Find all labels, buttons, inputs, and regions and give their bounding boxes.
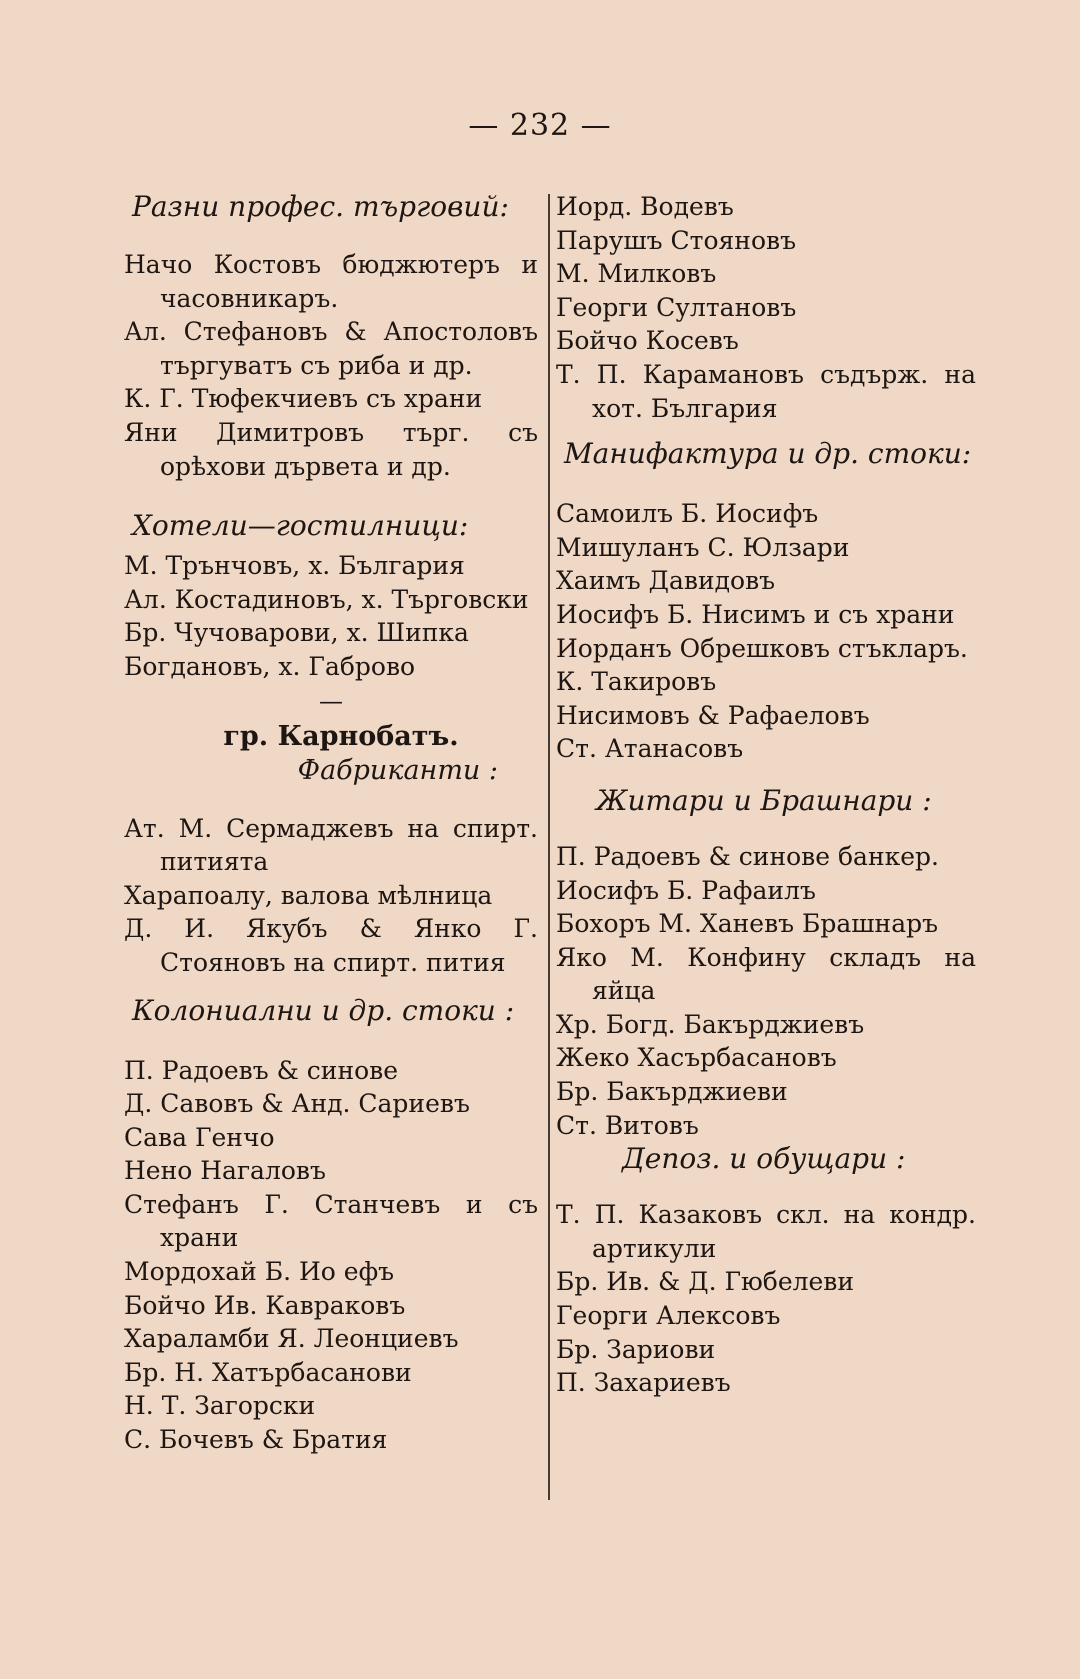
list-entry: Ст. Атанасовъ [556,734,744,764]
list-entry: Н. Т. Загорски [124,1391,316,1421]
list-entry: Бр. Чучоварови, х. Шипка [124,618,469,648]
list-entry: Бохоръ М. Ханевъ Брашнаръ [556,909,939,939]
list-entry: Георги Алексовъ [556,1301,781,1331]
list-entry: Т. П. Карамановъ съдърж. на хот. България [556,359,976,423]
list-entry: Бр. Ив. & Д. Гюбелеви [556,1267,855,1297]
list-entry: К. Г. Тюфекчиевъ съ храни [124,384,483,414]
list-entry: С. Бочевъ & Братия [124,1425,388,1455]
list-entry: Д. И. Якубъ & Янко Г. Стояновъ на спирт. пития [124,914,538,977]
list-entry: Начо Костовъ бюджютеръ и часовникаръ. [124,250,538,313]
section-heading: Разни профес. търговий: [132,190,509,223]
section-heading: Колониални и др. стоки : [132,993,515,1027]
list-entry: Бр. Н. Хатърбасанови [124,1357,412,1387]
list-entry: Яни Димитровъ търг. съ орѣхови дървета и др. [124,417,538,481]
list-entry: Ал. Стефановъ & Апостоловъ търгуватъ съ риба и др. [124,317,538,380]
list-entry: Самоилъ Б. Иосифъ [556,499,819,529]
list-entry: Иорданъ Обрешковъ стъкларъ. [556,633,968,663]
list-entry: Сава Генчо [124,1122,275,1152]
list-entry: К. Такировъ [556,667,717,697]
list-entry: П. Радоевъ & синове банкер. [556,841,939,871]
list-entry: Жеко Хасърбасановъ [556,1043,837,1073]
list-entry: Нисимовъ & Рафаеловъ [556,700,870,730]
list-entry: Д. Савовъ & Анд. Сариевъ [124,1089,470,1119]
list-entry: Ат. М. Сермаджевъ на спирт. питията [124,813,538,877]
list-entry: Бр. Зариови [556,1334,716,1364]
separator-dash: — [319,686,343,715]
town-heading: гр. Карнобатъ. [223,720,459,752]
list-entry: Ал. Костадиновъ, х. Търговски [124,584,529,614]
section-heading: Житари и Брашнари : [596,783,932,817]
list-entry: Стефанъ Г. Станчевъ и съ храни [124,1189,538,1253]
section-heading: Хотели—гостилници: [132,509,469,543]
left-column [124,190,538,1457]
list-entry: Яко М. Конфину складъ на яйца [556,942,976,1006]
list-entry: П. Захариевъ [556,1368,731,1398]
section-heading: Депоз. и обущари : [622,1142,906,1176]
list-entry: Хараламби Я. Леонциевъ [124,1324,459,1354]
list-entry: Нено Нагаловъ [124,1156,326,1186]
list-entry: М. Милковъ [556,259,717,289]
list-entry: Георги Султановъ [556,292,797,322]
section-heading: Фабриканти : [297,754,498,786]
list-entry: Бр. Бакърджиеви [556,1077,788,1107]
list-entry: П. Радоевъ & синове [124,1055,399,1085]
page-number: — 232 — [468,108,612,143]
list-entry: Т. П. Казаковъ скл. на кондр. артикули [556,1200,976,1263]
list-entry: Иосифъ Б. Нисимъ и съ храни [556,599,955,629]
list-entry: Мишуланъ С. Юлзари [556,532,850,562]
list-entry: Хаимъ Давидовъ [556,566,776,596]
list-entry: Бойчо Косевъ [556,326,739,356]
list-entry: Хр. Богд. Бакърджиевъ [556,1009,865,1039]
column-divider [548,194,550,1500]
right-column [556,190,976,1400]
list-entry: Бойчо Ив. Кавраковъ [124,1290,406,1320]
list-entry: Иорд. Водевъ [556,192,734,221]
list-entry: Иосифъ Б. Рафаилъ [556,875,816,905]
list-entry: Мордохай Б. Ио ефъ [124,1257,395,1287]
section-heading: Манифактура и др. стоки: [564,437,972,471]
list-entry: Парушъ Стояновъ [556,225,796,255]
list-entry: М. Трънчовъ, х. България [124,551,465,581]
list-entry: Харапоалу, валова мѣлница [124,880,493,910]
list-entry: Ст. Витовъ [556,1110,699,1140]
list-entry: Богдановъ, х. Габрово [124,651,416,681]
